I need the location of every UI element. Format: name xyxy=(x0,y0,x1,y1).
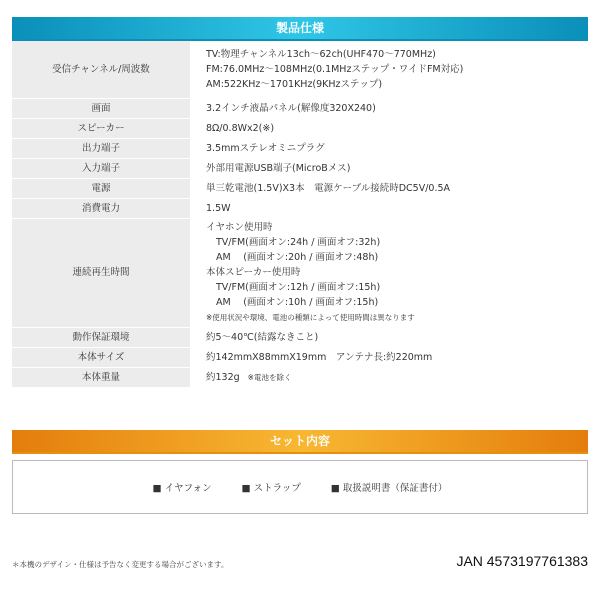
spec-value-line: TV:物理チャンネル13ch〜62ch(UHF470〜770MHz) xyxy=(206,49,436,60)
spec-label: 出力端子 xyxy=(12,138,190,158)
spec-value-line: AM (画面オン:20h / 画面オフ:48h) xyxy=(216,252,379,263)
spec-value xyxy=(190,218,588,327)
spec-value-note: ※電池を除く xyxy=(247,372,292,382)
spec-value-line: TV/FM(画面オン:12h / 画面オフ:15h) xyxy=(216,282,381,293)
spec-row-reception xyxy=(12,41,588,98)
set-item: ■ イヤフォン xyxy=(152,483,212,494)
spec-section-title: 製品仕様 xyxy=(275,21,324,35)
spec-value: 8Ω/0.8Wx2(※) xyxy=(206,122,275,134)
footer-disclaimer: ＊本機のデザイン・仕様は予告なく変更する場合がございます。 xyxy=(12,560,229,569)
set-contents-box xyxy=(12,460,588,514)
spec-value-line: AM:522KHz〜1701KHz(9KHzステップ) xyxy=(206,79,383,90)
spec-row-consumption xyxy=(12,198,588,218)
spec-value: 外部用電源USB端子(MicroBメス) xyxy=(206,162,351,174)
spec-label: 連続再生時間 xyxy=(12,218,190,327)
set-items-list xyxy=(13,480,587,494)
set-section-title: セット内容 xyxy=(269,434,330,448)
spec-row-size xyxy=(12,347,588,367)
set-item: ■ 取扱説明書（保証書付） xyxy=(330,483,448,494)
spec-label: スピーカー xyxy=(12,118,190,138)
spec-value: 約5〜40℃(結露なきこと) xyxy=(206,331,319,343)
spec-value-line: AM (画面オン:10h / 画面オフ:15h) xyxy=(216,297,379,308)
jan-code: JAN 4573197761383 xyxy=(456,553,588,569)
spec-label: 入力端子 xyxy=(12,158,190,178)
spec-label: 動作保証環境 xyxy=(12,327,190,347)
spec-row-weight xyxy=(12,367,588,387)
spec-value: 3.5mmステレオミニプラグ xyxy=(206,142,325,154)
set-section-header xyxy=(12,430,588,452)
spec-value-note: ※使用状況や環境、電池の種類によって使用時間は異なります xyxy=(206,313,415,322)
spec-row-environment xyxy=(12,327,588,347)
spec-value-line: TV/FM(画面オン:24h / 画面オフ:32h) xyxy=(216,237,381,248)
spec-label: 本体重量 xyxy=(12,367,190,387)
spec-row-power xyxy=(12,178,588,198)
set-header-underline xyxy=(12,452,588,454)
spec-value-line: FM:76.0MHz〜108MHz(0.1MHzステップ・ワイドFM対応) xyxy=(206,64,464,75)
spec-value: 約142mmX88mmX19mm アンテナ長:約220mm xyxy=(206,351,433,363)
spec-row-speaker xyxy=(12,118,588,138)
spec-label: 本体サイズ xyxy=(12,347,190,367)
set-item: ■ ストラップ xyxy=(241,483,301,494)
spec-label: 消費電力 xyxy=(12,198,190,218)
spec-table xyxy=(12,41,588,388)
spec-value xyxy=(190,367,588,387)
spec-value: 1.5W xyxy=(206,202,231,214)
spec-value-text: 約132g xyxy=(206,371,240,383)
spec-row-screen xyxy=(12,98,588,118)
spec-row-playtime xyxy=(12,218,588,327)
spec-value xyxy=(190,41,588,98)
spec-label: 電源 xyxy=(12,178,190,198)
spec-value: 単三乾電池(1.5V)X3本 電源ケーブル接続時DC5V/0.5A xyxy=(206,182,451,194)
spec-label: 受信チャンネル/周波数 xyxy=(12,41,190,98)
spec-row-output xyxy=(12,138,588,158)
spec-section-header xyxy=(12,17,588,39)
spec-row-input xyxy=(12,158,588,178)
spec-label: 画面 xyxy=(12,98,190,118)
spec-value: 3.2インチ液晶パネル(解像度320X240) xyxy=(206,102,376,114)
spec-value-line: イヤホン使用時 xyxy=(206,222,273,233)
spec-value-line: 本体スピーカー使用時 xyxy=(206,267,301,278)
